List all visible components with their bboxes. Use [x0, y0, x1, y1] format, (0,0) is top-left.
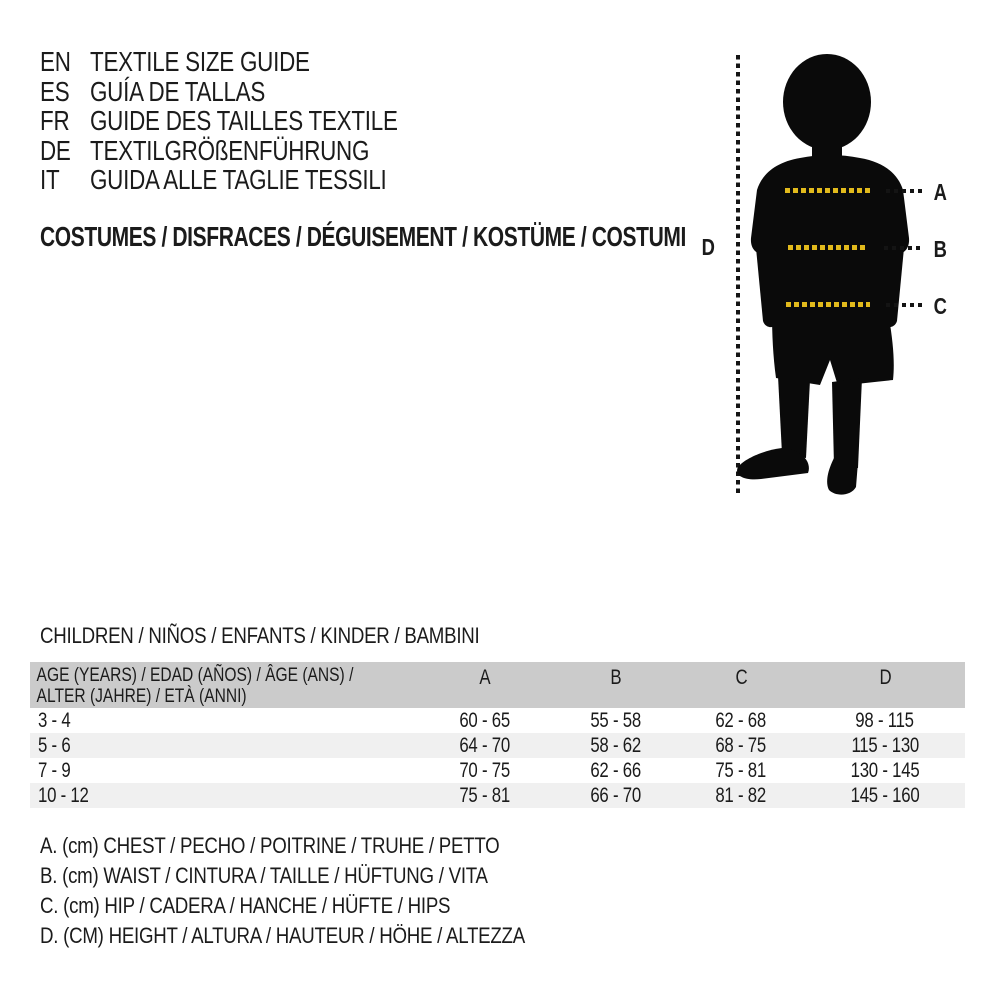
- value-cell-a: 70 - 75: [459, 758, 511, 782]
- silhouette-right-shoe: [827, 456, 858, 495]
- language-label: GUIDA ALLE TAGLIE TESSILI: [90, 164, 387, 195]
- value-cell-b: 55 - 58: [590, 708, 642, 732]
- measure-label-d: D: [701, 234, 715, 260]
- silhouette-right-leg: [832, 378, 862, 468]
- legend-item-waist: B. (cm) WAIST / CINTURA / TAILLE / HÜFTUNG / VITA: [40, 863, 488, 888]
- table-header-row: [30, 662, 965, 708]
- silhouette-left-leg: [778, 376, 810, 458]
- value-cell-c: 68 - 75: [715, 733, 767, 757]
- silhouette-left-shoe: [737, 448, 809, 479]
- waist-connector-line: [884, 246, 924, 250]
- value-cell-c: 75 - 81: [715, 758, 767, 782]
- measure-label-b: B: [933, 236, 947, 262]
- category-title: COSTUMES / DISFRACES / DÉGUISEMENT / KOSTÜME / COSTUMI: [40, 221, 686, 252]
- column-header-c: C: [735, 666, 747, 689]
- column-header-b: B: [610, 666, 622, 689]
- legend-item-chest: A. (cm) CHEST / PECHO / POITRINE / TRUHE / PETTO: [40, 833, 500, 858]
- measurement-legend: [40, 833, 611, 953]
- value-cell-b: 58 - 62: [590, 733, 642, 757]
- table-row: [30, 708, 965, 733]
- table-row: [30, 758, 965, 783]
- chest-connector-line: [886, 189, 924, 193]
- measure-label-c: C: [933, 293, 947, 319]
- language-code: ES: [40, 75, 70, 107]
- column-header-a: A: [479, 666, 491, 689]
- language-label: TEXTILE SIZE GUIDE: [90, 46, 310, 77]
- table-row: [30, 733, 965, 758]
- language-code: IT: [40, 164, 60, 195]
- child-silhouette: [720, 50, 980, 500]
- hip-connector-line: [886, 303, 924, 307]
- value-cell-b: 62 - 66: [590, 758, 642, 782]
- age-cell: 5 - 6: [38, 733, 71, 757]
- legend-item-hip: C. (cm) HIP / CADERA / HANCHE / HÜFTE / HIPS: [40, 893, 451, 918]
- silhouette-shorts: [772, 312, 894, 386]
- value-cell-a: 60 - 65: [459, 708, 511, 732]
- value-cell-d: 145 - 160: [850, 783, 920, 807]
- value-cell-c: 81 - 82: [715, 783, 767, 807]
- value-cell-b: 66 - 70: [590, 783, 642, 807]
- column-header-d: D: [879, 666, 891, 689]
- value-cell-c: 62 - 68: [715, 708, 767, 732]
- value-cell-a: 64 - 70: [459, 733, 511, 757]
- language-code: EN: [40, 46, 71, 77]
- measure-label-a: A: [933, 179, 947, 205]
- age-cell: 10 - 12: [38, 783, 89, 807]
- section-title-children: CHILDREN / NIÑOS / ENFANTS / KINDER / BAMBINI: [40, 623, 480, 648]
- table-row: [30, 783, 965, 808]
- age-cell: 7 - 9: [38, 758, 71, 782]
- language-code: FR: [40, 105, 70, 136]
- language-code: DE: [40, 134, 71, 166]
- value-cell-d: 130 - 145: [850, 758, 920, 782]
- chest-dash-line: [785, 188, 871, 193]
- waist-dash-line: [788, 245, 866, 250]
- age-column-header: AGE (YEARS) / EDAD (AÑOS) / ÂGE (ANS) / ALTER (JAHRE) / ETÀ (ANNI): [36, 665, 354, 707]
- size-table: [30, 662, 965, 808]
- value-cell-d: 115 - 130: [851, 733, 919, 757]
- age-cell: 3 - 4: [38, 708, 71, 732]
- hip-dash-line: [786, 302, 870, 307]
- language-label: GUIDE DES TAILLES TEXTILE: [90, 105, 398, 136]
- legend-item-height: D. (CM) HEIGHT / ALTURA / HAUTEUR / HÖHE / ALTEZZA: [40, 923, 525, 948]
- value-cell-d: 98 - 115: [855, 708, 915, 732]
- value-cell-a: 75 - 81: [459, 783, 511, 807]
- language-label: TEXTILGRÖßENFÜHRUNG: [90, 134, 370, 166]
- language-label: GUÍA DE TALLAS: [90, 75, 266, 107]
